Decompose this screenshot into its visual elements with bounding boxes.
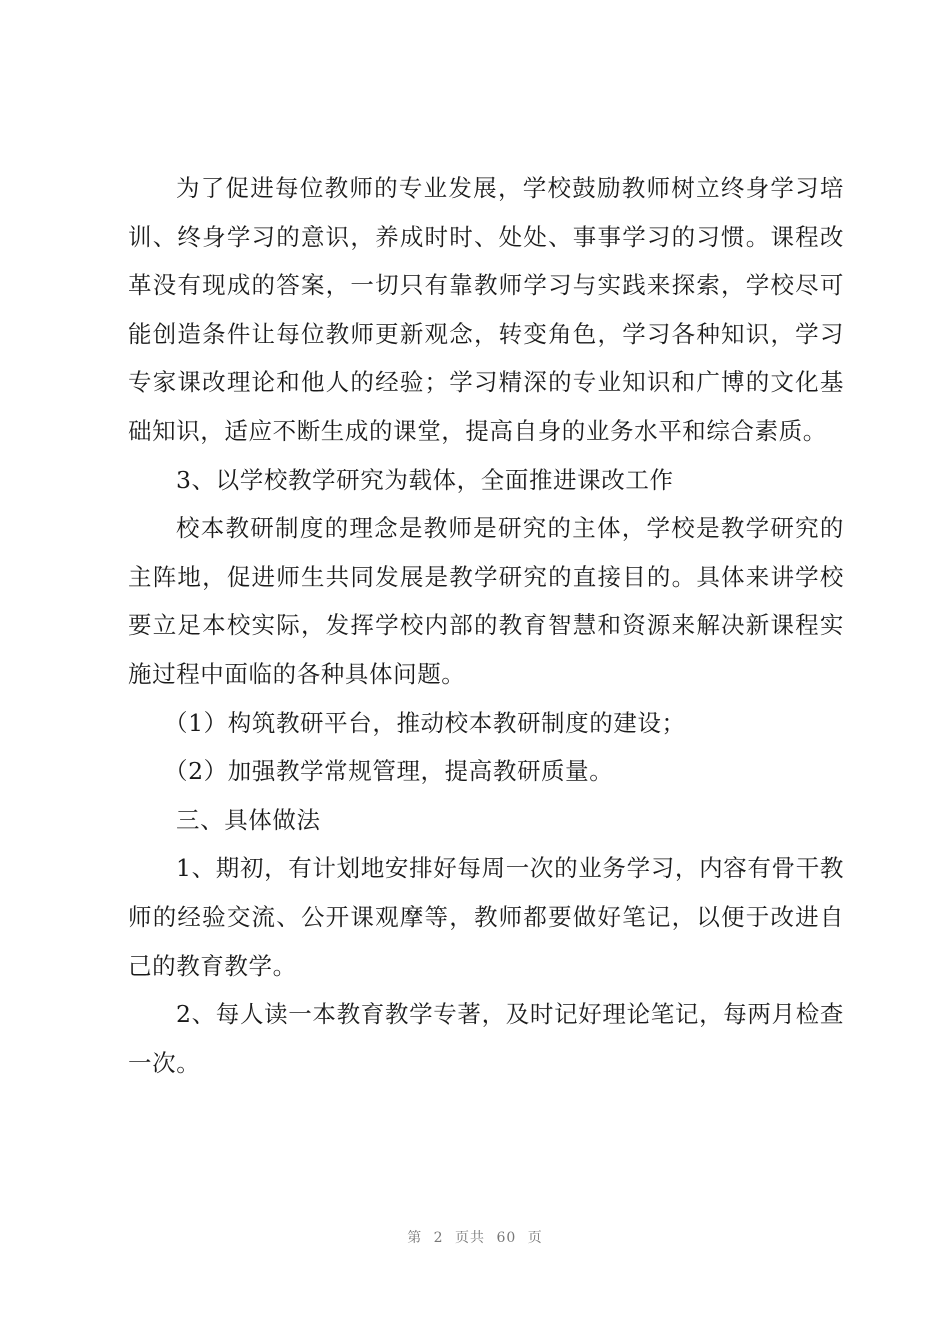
page-number-footer: 第 2 页共 60 页 — [407, 1230, 543, 1246]
heading-specific-methods: 三、具体做法 — [176, 805, 321, 834]
heading-school-research: 3、以学校教学研究为载体，全面推进课改工作 — [176, 465, 674, 494]
list-item-routine-management: （2）加强教学常规管理，提高教研质量。 — [164, 757, 614, 786]
document-body — [128, 164, 844, 1087]
paragraph-teacher-development: 为了促进每位教师的专业发展，学校鼓励教师树立终身学习培训、终身学习的意识，养成时时、处处、事事学习的习惯。课程改革没有现成的答案，一切只有靠教师学习与实践来探索，学校尽可能创造条件让每位教师更新观念，转变角色，学习各种知识，学习专家课改理论和他人的经验；学习精深的专业知识和广博的文化基础知识，适应不断生成的课堂，提高自身的业务水平和综合素质。 — [128, 174, 844, 445]
list-item-research-platform: （1）构筑教研平台，推动校本教研制度的建设； — [164, 708, 686, 737]
paragraph-method-1: 1、期初，有计划地安排好每周一次的业务学习，内容有骨干教师的经验交流、公开课观摩等，教师都要做好笔记，以便于改进自己的教育教学。 — [128, 854, 844, 980]
paragraph-school-research-concept: 校本教研制度的理念是教师是研究的主体，学校是教学研究的主阵地，促进师生共同发展是教学研究的直接目的。具体来讲学校要立足本校实际，发挥学校内部的教育智慧和资源来解决新课程实施过程中面临的各种具体问题。 — [128, 514, 844, 688]
paragraph-method-2: 2、每人读一本教育教学专著，及时记好理论笔记，每两月检查一次。 — [128, 1000, 844, 1077]
